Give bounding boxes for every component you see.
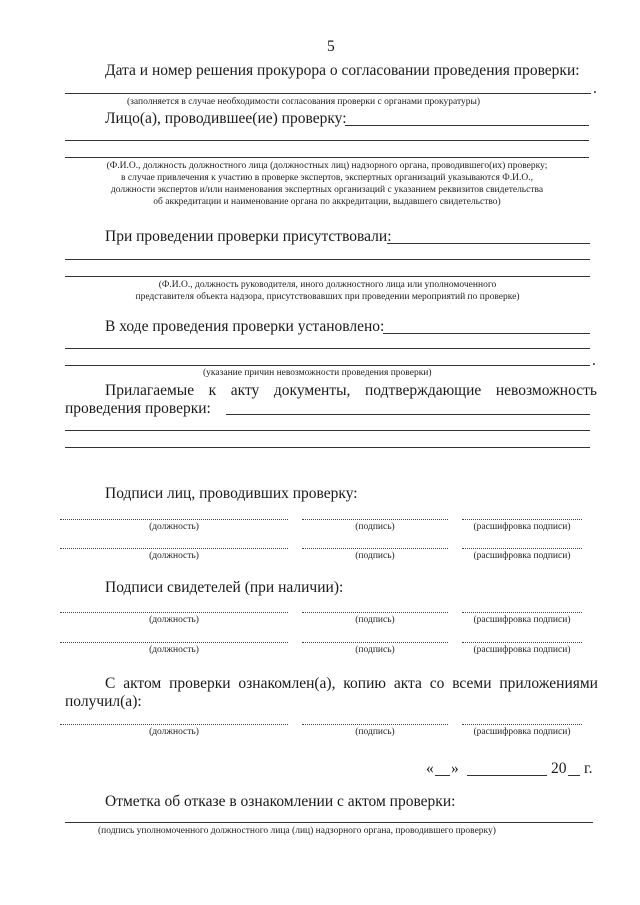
decoding-caption: (расшифровка подписи) — [473, 645, 571, 655]
present-field-3[interactable] — [65, 276, 590, 277]
position-caption: (должность) — [149, 645, 199, 655]
witness-decoding-field[interactable] — [462, 612, 582, 613]
acquainted-word: всеми — [452, 675, 492, 692]
date-open-quote: « — [426, 760, 434, 777]
witness-position-field[interactable] — [60, 642, 288, 643]
acquainted-word: копию — [343, 675, 386, 692]
prosecutor-end-mark: . — [593, 80, 597, 97]
witnesses-heading: Подписи свидетелей (при наличии): — [105, 579, 344, 596]
acquainted-line-2: получил(а): — [65, 693, 142, 710]
attached-line-2: проведения проверки: — [65, 400, 211, 417]
acquainted-word: проверки — [169, 675, 231, 692]
signature-decoding-field[interactable] — [462, 519, 582, 520]
attached-word: Прилагаемые — [105, 382, 195, 399]
signature-caption: (подпись) — [355, 522, 395, 532]
date-year-field[interactable] — [568, 775, 580, 776]
refusal-note: (подпись уполномоченного должностного лица (лиц) надзорного органа, проводившего проверку) — [98, 826, 496, 836]
witness-position-field[interactable] — [60, 612, 288, 613]
date-close-quote: » — [451, 760, 459, 777]
page-number: 5 — [327, 38, 335, 55]
position-caption: (должность) — [149, 615, 199, 625]
attached-word: документы, — [273, 382, 351, 399]
witness-decoding-field[interactable] — [462, 642, 582, 643]
attached-field-1[interactable] — [226, 414, 590, 415]
attached-word: акту — [230, 382, 260, 399]
position-caption: (должность) — [149, 522, 199, 532]
inspectors-note-3: должности экспертов и/или наименования экспертных организаций с указанием реквизитов свидетельства — [110, 185, 544, 195]
decoding-caption: (расшифровка подписи) — [473, 522, 571, 532]
refusal-label: Отметка об отказе в ознакомлении с актом проверки: — [105, 793, 456, 810]
signature-position-field[interactable] — [60, 548, 288, 549]
inspectors-note-1: (Ф.И.О., должность должностного лица (должностных лиц) надзорного органа, проводившего(их) проверку; — [106, 161, 548, 171]
prosecutor-decision-label: Дата и номер решения прокурора о согласовании проведения проверки: — [105, 62, 580, 79]
position-caption: (должность) — [149, 551, 199, 561]
prosecutor-decision-note: (заполняется в случае необходимости согласования проверки с органами прокуратуры) — [127, 97, 481, 107]
signature-caption: (подпись) — [355, 727, 395, 737]
acquainted-line-1 — [105, 675, 598, 693]
attached-word: подтверждающие — [365, 382, 482, 399]
present-note-1: (Ф.И.О., должность руководителя, иного должностного лица или уполномоченного — [158, 280, 497, 290]
established-field-1[interactable] — [383, 333, 590, 334]
present-field-1[interactable] — [387, 243, 590, 244]
acquainted-word: со — [429, 675, 445, 692]
signature-sign-field[interactable] — [302, 548, 448, 549]
prosecutor-decision-field[interactable] — [65, 93, 591, 94]
refusal-field[interactable] — [65, 822, 593, 823]
acquainted-word: акта — [393, 675, 422, 692]
inspectors-field-1[interactable] — [345, 125, 589, 126]
witness-sign-field[interactable] — [302, 642, 448, 643]
present-label: При проведении проверки присутствовали: — [105, 228, 392, 245]
position-caption: (должность) — [149, 727, 199, 737]
witness-sign-field[interactable] — [302, 612, 448, 613]
signature-caption: (подпись) — [355, 615, 395, 625]
acquainted-word: С — [105, 675, 116, 692]
inspectors-note-4: об аккредитации и наименование органа по аккредитации, выдавшего свидетельство) — [153, 197, 501, 207]
acquainted-word: ознакомлен(а), — [238, 675, 336, 692]
signature-sign-field[interactable] — [302, 519, 448, 520]
inspectors-field-2[interactable] — [65, 140, 589, 141]
acquainted-position-field[interactable] — [60, 724, 288, 725]
date-year-suffix: г. — [584, 760, 593, 777]
established-label: В ходе проведения проверки установлено: — [105, 318, 385, 335]
decoding-caption: (расшифровка подписи) — [473, 551, 571, 561]
attached-field-3[interactable] — [65, 447, 590, 448]
inspectors-label: Лицо(а), проводившее(ие) проверку: — [105, 110, 347, 127]
present-note-2: представителя объекта надзора, присутствовавших при проведении мероприятий по проверке) — [135, 292, 520, 302]
date-month-field[interactable] — [467, 775, 547, 776]
established-note: (указание причин невозможности проведения проверки) — [203, 368, 432, 378]
acquainted-word: актом — [123, 675, 162, 692]
acquainted-word: приложениями — [499, 675, 598, 692]
signature-position-field[interactable] — [60, 519, 288, 520]
established-field-3[interactable] — [65, 365, 590, 366]
decoding-caption: (расшифровка подписи) — [473, 727, 571, 737]
attached-line-1 — [105, 382, 597, 400]
present-field-2[interactable] — [65, 259, 590, 260]
established-end-mark: . — [592, 352, 596, 369]
attached-word: невозможность — [495, 382, 597, 399]
date-year-prefix: 20 — [551, 760, 567, 777]
signature-caption: (подпись) — [355, 551, 395, 561]
signature-decoding-field[interactable] — [462, 548, 582, 549]
attached-word: к — [208, 382, 217, 399]
inspectors-field-3[interactable] — [65, 157, 589, 158]
attached-field-2[interactable] — [65, 430, 590, 431]
established-field-2[interactable] — [65, 348, 590, 349]
acquainted-sign-field[interactable] — [302, 724, 448, 725]
signature-caption: (подпись) — [355, 645, 395, 655]
inspectors-note-2: в случае привлечения к участию в проверке экспертов, экспертных организаций указываются Ф.И.О., — [121, 173, 533, 183]
date-day-field[interactable] — [435, 775, 450, 776]
decoding-caption: (расшифровка подписи) — [473, 615, 571, 625]
acquainted-decoding-field[interactable] — [462, 724, 582, 725]
signatures-heading: Подписи лиц, проводивших проверку: — [105, 485, 358, 502]
